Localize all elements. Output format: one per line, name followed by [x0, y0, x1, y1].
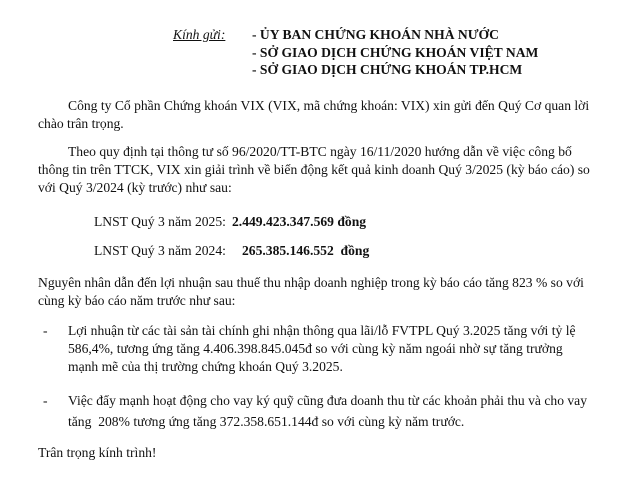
lnst-2025-value: 2.449.423.347.569 đồng [232, 214, 367, 229]
recipient-1: - ỦY BAN CHỨNG KHOÁN NHÀ NƯỚC [252, 27, 499, 42]
lnst-2024-value: 265.385.146.552 đồng [242, 243, 370, 258]
para3-line-1: Nguyên nhân dẫn đến lợi nhuận sau thuế thu nhập doanh nghiệp trong kỳ báo cáo tăng 823 % so với [38, 275, 584, 290]
bullet-1-line-1: Lợi nhuận từ các tài sản tài chính ghi nhận thông qua lãi/lỗ FVTPL Quý 3.2025 tăng với tỷ lệ [68, 323, 576, 338]
para3-line-2: cùng kỳ báo cáo năm trước như sau: [38, 293, 236, 308]
kinh-gui-label: Kính gửi: [173, 27, 226, 42]
bullet-2-line-2: tăng 208% tương ứng tăng 372.358.651.144đ so với cùng kỳ năm trước. [68, 414, 465, 429]
lnst-2024-label: LNST Quý 3 năm 2024: [94, 243, 226, 258]
recipient-2: - SỞ GIAO DỊCH CHỨNG KHOÁN VIỆT NAM [252, 45, 539, 60]
lnst-2025-label: LNST Quý 3 năm 2025: [94, 214, 226, 229]
closing-text: Trân trọng kính trình! [38, 445, 157, 460]
bullet-1-dash: - [43, 323, 48, 338]
intro-line-1: Công ty Cổ phần Chứng khoán VIX (VIX, mã chứng khoán: VIX) xin gửi đến Quý Cơ quan lời [68, 98, 590, 113]
para2-line-2: thông tin trên TTCK, VIX xin giải trình về biến động kết quả kinh doanh Quý 3/2025 (kỳ báo cáo) so [38, 162, 590, 177]
para2-line-1: Theo quy định tại thông tư số 96/2020/TT-BTC ngày 16/11/2020 hướng dẫn về việc công bố [68, 144, 572, 159]
intro-line-2: chào trân trọng. [38, 116, 124, 131]
bullet-1-line-3: mạnh mẽ của thị trường chứng khoán Quý 3.2025. [68, 359, 343, 374]
bullet-2-dash: - [43, 393, 48, 408]
bullet-2-line-1: Việc đẩy mạnh hoạt động cho vay ký quỹ cũng đưa doanh thu từ các khoản phải thu và cho vay [68, 393, 588, 408]
bullet-1-line-2: 586,4%, tương ứng tăng 4.406.398.845.045đ so với cùng kỳ năm ngoái nhờ sự tăng trưởng [68, 341, 563, 356]
para2-line-3: với Quý 3/2024 (kỳ trước) như sau: [38, 180, 232, 195]
recipient-3: - SỞ GIAO DỊCH CHỨNG KHOÁN TP.HCM [252, 62, 523, 77]
